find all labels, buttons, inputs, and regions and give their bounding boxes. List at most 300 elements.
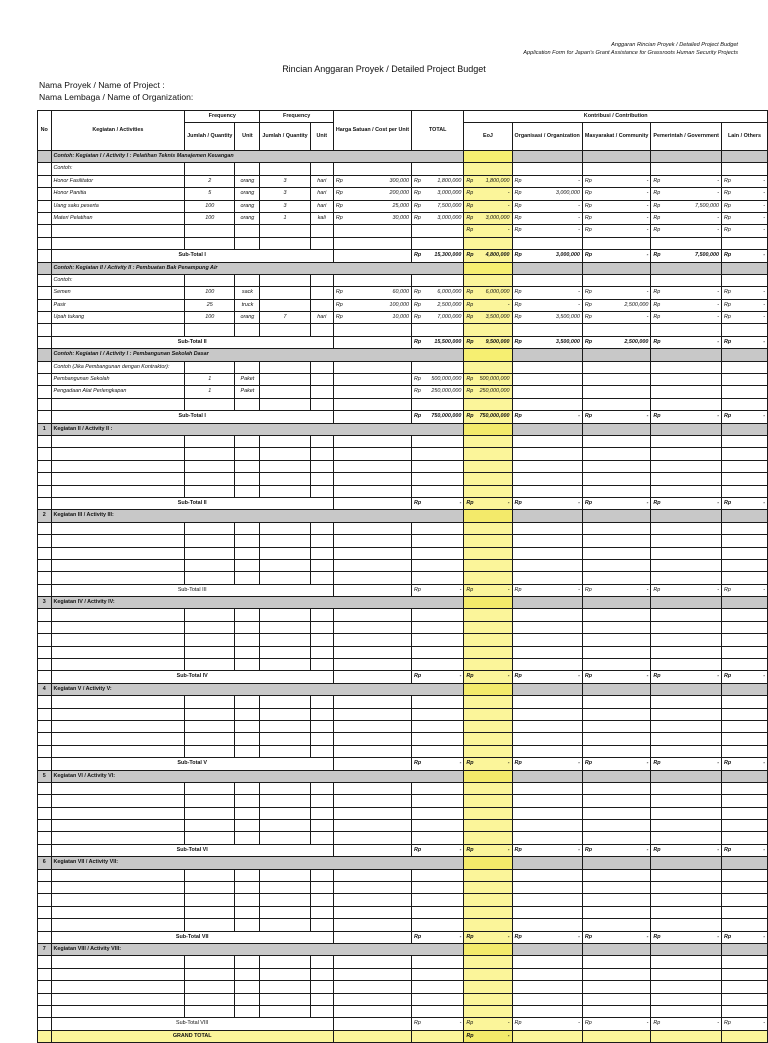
table-cell <box>260 559 310 571</box>
amount-value: - <box>717 314 719 321</box>
table-cell <box>721 795 767 807</box>
amount-value: - <box>646 673 649 680</box>
table-cell <box>651 274 722 286</box>
amount-value: 3,500,000 <box>485 314 510 321</box>
table-cell <box>464 820 512 832</box>
item-name: Pasir <box>51 299 185 311</box>
table-cell <box>721 200 767 212</box>
table-cell <box>185 225 235 237</box>
col-unit-2: Unit <box>310 123 333 151</box>
table-cell <box>310 473 333 485</box>
table-cell <box>51 646 185 658</box>
table-cell <box>512 981 582 993</box>
table-cell <box>333 745 411 757</box>
table-cell <box>464 659 512 671</box>
amount-value: - <box>717 846 719 853</box>
currency-symbol: Rp <box>514 413 522 420</box>
amount-value: 200,000 <box>389 190 409 197</box>
blank-row <box>38 522 768 534</box>
table-cell <box>333 956 411 968</box>
col-total: TOTAL <box>412 111 464 151</box>
grand-total-label: GRAND TOTAL <box>51 1030 333 1042</box>
table-cell <box>464 1005 512 1017</box>
table-cell <box>582 460 651 472</box>
table-cell <box>260 795 310 807</box>
table-cell <box>38 299 52 311</box>
amount-value: 500,000,000 <box>479 376 510 383</box>
table-cell <box>464 188 512 200</box>
table-cell <box>260 324 310 336</box>
table-cell <box>51 547 185 559</box>
table-cell <box>512 944 582 956</box>
table-cell <box>512 448 582 460</box>
table-cell <box>51 473 185 485</box>
currency-symbol: Rp <box>653 586 661 593</box>
quantity: 100 <box>185 312 235 324</box>
col-unit-cost: Harga Satuan / Cost per Unit <box>333 111 411 151</box>
table-cell <box>512 460 582 472</box>
table-cell <box>412 212 464 224</box>
blank-row <box>38 807 768 819</box>
table-cell <box>260 981 310 993</box>
currency-symbol: Rp <box>653 499 661 506</box>
quantity: 3 <box>260 175 310 187</box>
currency-symbol: Rp <box>514 301 522 308</box>
table-cell <box>512 671 582 683</box>
table-cell <box>582 646 651 658</box>
table-cell <box>412 584 464 596</box>
table-cell <box>185 522 235 534</box>
unit: orang <box>235 200 260 212</box>
blank-row <box>38 869 768 881</box>
table-cell <box>38 869 52 881</box>
table-cell <box>185 659 235 671</box>
table-cell <box>412 324 464 336</box>
table-cell <box>51 993 185 1005</box>
table-cell <box>412 163 464 175</box>
amount-value: - <box>459 499 462 506</box>
table-cell <box>260 733 310 745</box>
table-cell <box>310 621 333 633</box>
amount-value: - <box>646 214 649 221</box>
amount-value: - <box>507 760 510 767</box>
table-cell <box>412 745 464 757</box>
blank-row <box>38 559 768 571</box>
blank-row <box>38 968 768 980</box>
table-cell <box>412 336 464 348</box>
amount-value: - <box>507 190 510 197</box>
table-cell <box>721 1018 767 1030</box>
table-cell <box>464 832 512 844</box>
table-cell <box>412 671 464 683</box>
table-cell <box>412 237 464 249</box>
currency-symbol: Rp <box>653 202 661 209</box>
currency-symbol: Rp <box>414 190 421 197</box>
currency-symbol: Rp <box>335 214 343 221</box>
table-cell <box>582 782 651 794</box>
unit <box>310 287 333 299</box>
quantity: 2 <box>185 175 235 187</box>
table-cell <box>651 175 722 187</box>
table-cell <box>651 411 722 423</box>
amount-value: 6,000,000 <box>437 289 462 296</box>
table-cell <box>512 634 582 646</box>
table-cell <box>721 993 767 1005</box>
blank-row <box>38 956 768 968</box>
table-cell <box>651 1030 722 1042</box>
table-cell <box>51 237 185 249</box>
table-cell <box>333 473 411 485</box>
table-cell <box>651 745 722 757</box>
table-cell <box>464 1030 512 1042</box>
currency-symbol: Rp <box>723 673 732 680</box>
table-cell <box>185 733 235 745</box>
amount-value: - <box>646 177 649 184</box>
table-cell <box>651 1005 722 1017</box>
table-cell <box>235 894 260 906</box>
currency-symbol: Rp <box>414 338 422 345</box>
grand-total-row <box>38 1030 768 1042</box>
amount-value: - <box>578 586 580 593</box>
table-cell <box>464 894 512 906</box>
table-cell <box>464 250 512 262</box>
table-cell <box>260 609 310 621</box>
table-cell <box>464 572 512 584</box>
table-cell <box>582 659 651 671</box>
table-cell <box>464 981 512 993</box>
table-cell <box>512 411 582 423</box>
subtotal-label: Sub-Total VII <box>51 931 333 943</box>
table-cell <box>333 931 411 943</box>
table-cell <box>651 919 722 931</box>
table-cell <box>51 745 185 757</box>
table-cell <box>310 559 333 571</box>
table-cell <box>260 919 310 931</box>
table-cell <box>51 882 185 894</box>
blank-row <box>38 473 768 485</box>
table-cell <box>185 981 235 993</box>
table-cell <box>582 708 651 720</box>
table-cell <box>333 696 411 708</box>
table-cell <box>412 956 464 968</box>
table-cell <box>51 981 185 993</box>
activity-number: 7 <box>38 944 52 956</box>
amount-value: - <box>646 760 649 767</box>
amount-value: - <box>717 214 719 221</box>
table-cell <box>721 299 767 311</box>
subtotal-label: Sub-Total III <box>51 584 333 596</box>
table-cell <box>235 820 260 832</box>
table-cell <box>310 522 333 534</box>
example-item-row <box>38 175 768 187</box>
amount-value: - <box>578 301 580 308</box>
table-cell <box>235 460 260 472</box>
table-cell <box>582 968 651 980</box>
table-cell <box>464 621 512 633</box>
table-cell <box>235 225 260 237</box>
table-cell <box>512 175 582 187</box>
table-cell <box>512 931 582 943</box>
table-cell <box>512 262 582 274</box>
table-cell <box>333 188 411 200</box>
amount-value: 250,000,000 <box>479 388 510 395</box>
table-cell <box>512 1005 582 1017</box>
currency-symbol: Rp <box>466 338 474 345</box>
table-cell <box>582 919 651 931</box>
amount-value: 1,800,000 <box>485 177 510 184</box>
table-cell <box>582 634 651 646</box>
currency-symbol: Rp <box>653 933 661 940</box>
amount-value: - <box>646 314 649 321</box>
subtotal-label: Sub-Total I <box>51 411 333 423</box>
table-cell <box>310 696 333 708</box>
table-cell <box>260 882 310 894</box>
amount-value: 15,300,000 <box>434 252 462 259</box>
table-cell <box>333 274 411 286</box>
table-cell <box>464 720 512 732</box>
table-cell <box>38 659 52 671</box>
table-cell <box>464 869 512 881</box>
currency-symbol: Rp <box>414 846 422 853</box>
currency-symbol: Rp <box>584 413 593 420</box>
table-cell <box>464 857 512 869</box>
table-cell <box>260 869 310 881</box>
currency-symbol: Rp <box>514 673 522 680</box>
table-cell <box>651 696 722 708</box>
col-qty-1: Jumlah / Quantity <box>185 123 235 151</box>
currency-symbol: Rp <box>723 227 731 234</box>
table-cell <box>721 981 767 993</box>
table-cell <box>512 597 582 609</box>
table-cell <box>651 361 722 373</box>
table-cell <box>464 547 512 559</box>
table-cell <box>651 906 722 918</box>
currency-symbol: Rp <box>414 252 422 259</box>
table-cell <box>512 919 582 931</box>
currency-symbol: Rp <box>514 760 522 767</box>
table-cell <box>582 993 651 1005</box>
table-cell <box>651 733 722 745</box>
table-cell <box>38 956 52 968</box>
table-cell <box>333 522 411 534</box>
table-cell <box>412 720 464 732</box>
table-cell <box>51 225 185 237</box>
blank-row <box>38 1005 768 1017</box>
col-government: Pemerintah / Government <box>651 123 722 151</box>
example-item-row <box>38 386 768 398</box>
table-cell <box>333 212 411 224</box>
table-cell <box>260 894 310 906</box>
table-cell <box>651 188 722 200</box>
blank-row <box>38 572 768 584</box>
table-cell <box>721 274 767 286</box>
table-cell <box>260 956 310 968</box>
table-cell <box>310 956 333 968</box>
currency-symbol: Rp <box>584 760 593 767</box>
table-cell <box>721 151 767 163</box>
table-cell <box>235 163 260 175</box>
currency-symbol: Rp <box>514 1020 522 1027</box>
table-cell <box>512 869 582 881</box>
currency-symbol: Rp <box>466 376 474 383</box>
table-cell <box>512 584 582 596</box>
unit: Paket <box>235 374 260 386</box>
table-cell <box>582 225 651 237</box>
table-cell <box>185 745 235 757</box>
currency-symbol: Rp <box>653 338 661 345</box>
amount-value: - <box>646 1020 649 1027</box>
activity-title: Kegiatan VIII / Activity VIII: <box>51 944 464 956</box>
table-cell <box>260 485 310 497</box>
amount-value: 15,500,000 <box>434 338 462 345</box>
table-cell <box>235 485 260 497</box>
table-cell <box>185 820 235 832</box>
table-cell <box>464 609 512 621</box>
currency-symbol: Rp <box>514 227 522 234</box>
table-cell <box>464 919 512 931</box>
table-cell <box>333 1005 411 1017</box>
item-name: Semen <box>51 287 185 299</box>
table-cell <box>310 832 333 844</box>
table-cell <box>38 324 52 336</box>
table-cell <box>333 659 411 671</box>
table-cell <box>38 274 52 286</box>
table-cell <box>38 584 52 596</box>
table-cell <box>333 981 411 993</box>
table-cell <box>651 944 722 956</box>
table-cell <box>38 535 52 547</box>
table-cell <box>185 535 235 547</box>
amount-value: - <box>646 289 649 296</box>
currency-symbol: Rp <box>584 1020 592 1027</box>
table-cell <box>582 473 651 485</box>
table-cell <box>412 448 464 460</box>
blank-row <box>38 237 768 249</box>
table-cell <box>38 832 52 844</box>
amount-value: - <box>646 499 649 506</box>
table-cell <box>38 374 52 386</box>
amount-value: 250,000,000 <box>431 388 462 395</box>
table-cell <box>235 473 260 485</box>
table-cell <box>333 398 411 410</box>
table-cell <box>333 609 411 621</box>
blank-row <box>38 696 768 708</box>
table-cell <box>185 473 235 485</box>
amount-value: 2,500,000 <box>624 338 649 345</box>
table-cell <box>260 163 310 175</box>
amount-value: 500,000,000 <box>431 376 462 383</box>
table-cell <box>582 336 651 348</box>
table-cell <box>333 225 411 237</box>
table-cell <box>464 956 512 968</box>
currency-symbol: Rp <box>723 252 732 259</box>
table-cell <box>38 696 52 708</box>
table-cell <box>721 696 767 708</box>
table-cell <box>464 944 512 956</box>
currency-symbol: Rp <box>466 586 474 593</box>
amount-value: - <box>459 933 462 940</box>
currency-symbol: Rp <box>653 760 661 767</box>
table-cell <box>582 299 651 311</box>
currency-symbol: Rp <box>653 301 661 308</box>
activity-heading-row <box>38 770 768 782</box>
table-cell <box>412 250 464 262</box>
table-cell <box>310 968 333 980</box>
table-cell <box>412 609 464 621</box>
quantity <box>260 299 310 311</box>
table-cell <box>51 906 185 918</box>
amount-value: 3,000,000 <box>437 214 462 221</box>
table-cell <box>512 993 582 1005</box>
table-cell <box>412 497 464 509</box>
table-cell <box>185 832 235 844</box>
table-cell <box>412 795 464 807</box>
blank-row <box>38 435 768 447</box>
currency-symbol: Rp <box>414 1020 421 1027</box>
table-cell <box>651 237 722 249</box>
subtotal-label: Sub-Total I <box>51 250 333 262</box>
table-cell <box>310 398 333 410</box>
table-cell <box>38 968 52 980</box>
table-cell <box>38 212 52 224</box>
table-cell <box>260 696 310 708</box>
col-no: No <box>38 111 52 151</box>
amount-value: - <box>578 214 580 221</box>
table-cell <box>310 435 333 447</box>
header-row <box>38 111 768 123</box>
table-cell <box>38 894 52 906</box>
table-cell <box>333 535 411 547</box>
table-cell <box>512 250 582 262</box>
table-cell <box>260 708 310 720</box>
table-cell <box>651 324 722 336</box>
table-cell <box>512 287 582 299</box>
unit: hari <box>310 312 333 324</box>
table-cell <box>333 832 411 844</box>
form-header-line1: Anggaran Rincian Proyek / Detailed Project Budget <box>611 42 738 48</box>
table-cell <box>38 758 52 770</box>
table-cell <box>38 782 52 794</box>
table-cell <box>651 1018 722 1030</box>
table-cell <box>721 659 767 671</box>
table-cell <box>333 671 411 683</box>
table-cell <box>651 646 722 658</box>
table-cell <box>651 435 722 447</box>
table-cell <box>512 522 582 534</box>
table-cell <box>721 708 767 720</box>
table-cell <box>464 782 512 794</box>
amount-value: - <box>507 933 510 940</box>
amount-value: - <box>646 413 649 420</box>
amount-value: - <box>763 252 765 259</box>
subtotal-row <box>38 671 768 683</box>
example-item-row <box>38 312 768 324</box>
table-cell <box>651 535 722 547</box>
quantity: 3 <box>260 188 310 200</box>
table-cell <box>582 931 651 943</box>
table-cell <box>721 894 767 906</box>
table-cell <box>651 423 722 435</box>
table-cell <box>512 820 582 832</box>
table-cell <box>582 349 651 361</box>
table-cell <box>235 906 260 918</box>
table-cell <box>721 411 767 423</box>
table-cell <box>412 200 464 212</box>
table-cell <box>333 993 411 1005</box>
example-item-row <box>38 212 768 224</box>
table-cell <box>38 435 52 447</box>
amount-value: 7,500,000 <box>695 252 719 259</box>
